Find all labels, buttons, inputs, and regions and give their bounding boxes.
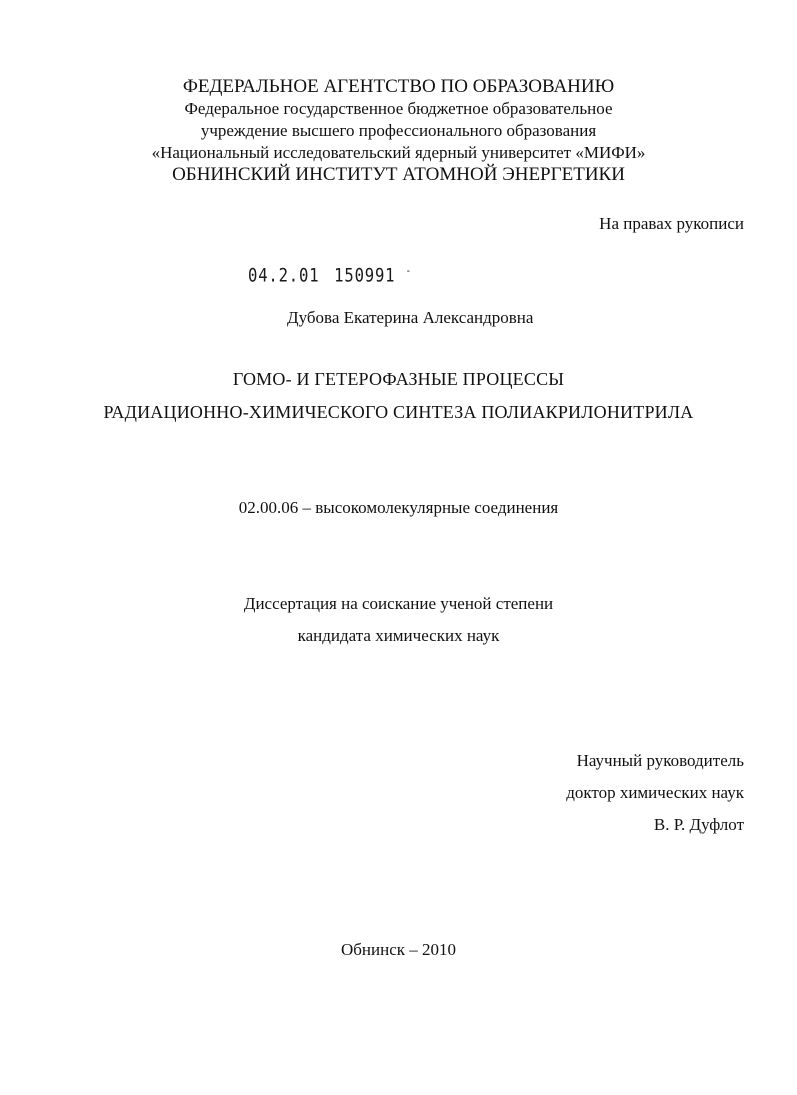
registration-stamp: [248, 264, 412, 286]
thesis-title-line-2: РАДИАЦИОННО-ХИМИЧЕСКОГО СИНТЕЗА ПОЛИАКРИЛОНИТРИЛА: [103, 402, 694, 422]
city-year: Обнинск – 2010: [340, 940, 457, 959]
manuscript-note: На правах рукописи: [599, 214, 744, 233]
organization-line-2: учреждение высшего профессионального образования: [200, 121, 597, 140]
thesis-title-line-1: ГОМО- И ГЕТЕРОФАЗНЫЕ ПРОЦЕССЫ: [232, 369, 565, 389]
stamp-number: 150991: [334, 264, 396, 287]
stamp-code: 04.2.01: [248, 264, 320, 287]
institute-name: ОБНИНСКИЙ ИНСТИТУТ АТОМНОЙ ЭНЕРГЕТИКИ: [172, 164, 625, 185]
university-name: «Национальный исследовательский ядерный университет «МИФИ»: [151, 143, 646, 162]
supervisor-role: Научный руководитель: [576, 751, 744, 770]
organization-line-1: Федеральное государственное бюджетное образовательное: [184, 99, 613, 118]
supervisor-degree: доктор химических наук: [566, 783, 744, 802]
author-name: Дубова Екатерина Александровна: [287, 308, 534, 327]
agency-name: ФЕДЕРАЛЬНОЕ АГЕНТСТВО ПО ОБРАЗОВАНИЮ: [182, 76, 615, 97]
title-page-header: [0, 76, 797, 186]
dissertation-degree-line-1: Диссертация на соискание ученой степени: [243, 594, 554, 613]
stamp-mark: -: [405, 264, 412, 277]
dissertation-degree-line-2: кандидата химических наук: [297, 626, 500, 645]
specialty-code: 02.00.06 – высокомолекулярные соединения: [238, 498, 559, 517]
supervisor-name: В. Р. Дуфлот: [653, 815, 744, 834]
